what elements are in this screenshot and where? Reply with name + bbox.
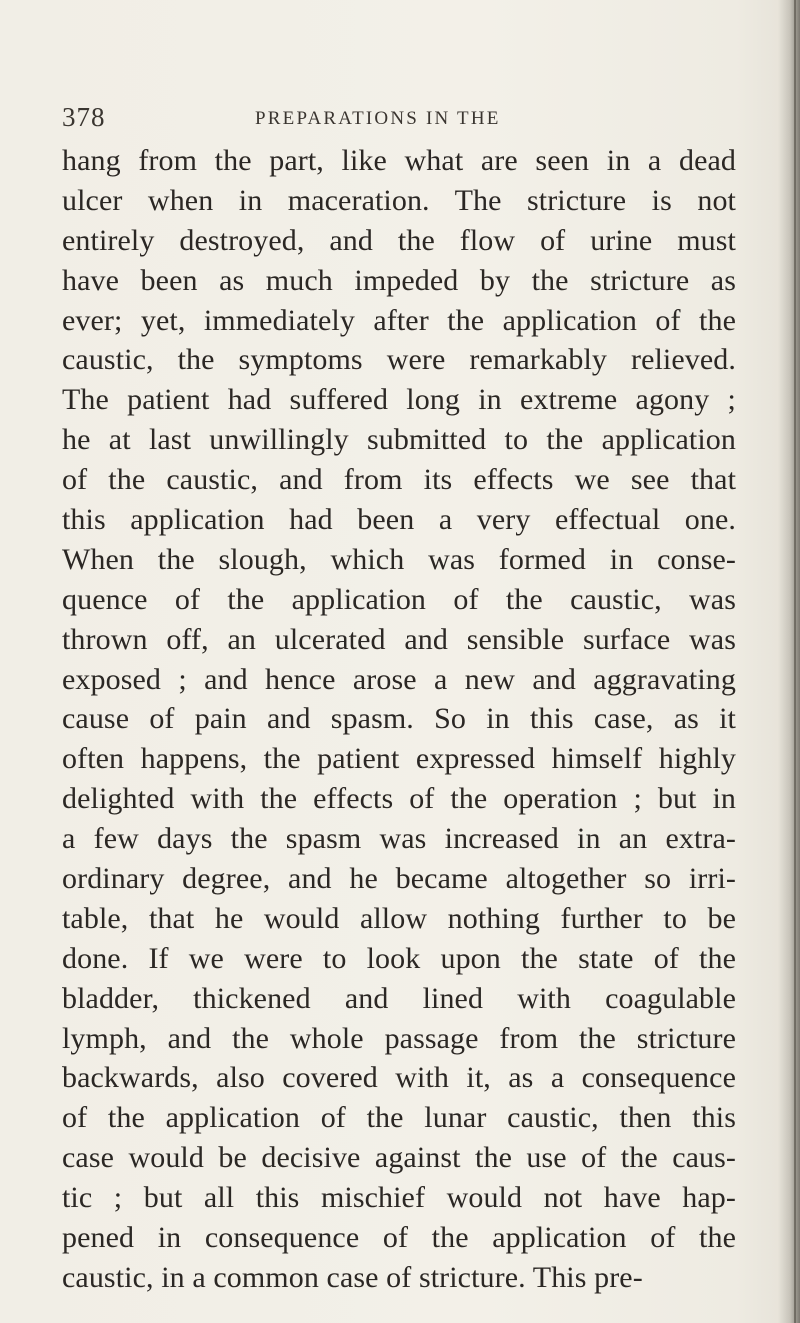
text-line: When the slough, which was formed in conse- (62, 542, 736, 576)
text-line: The patient had suffered long in extreme agony ; (62, 383, 736, 417)
text-line: quence of the application of the caustic, was (62, 582, 736, 616)
text-line: tic ; but all this mischief would not have hap- (62, 1181, 736, 1215)
text-line: often happens, the patient expressed himself highly (62, 742, 736, 776)
text-line: table, that he would allow nothing further to be (62, 901, 736, 935)
text-line: ever; yet, immediately after the application of the (62, 303, 736, 337)
text-line: hang from the part, like what are seen in a dead (62, 144, 736, 177)
running-head-title: PREPARATIONS IN THE (255, 108, 501, 129)
text-line: delighted with the effects of the operation ; but in (62, 782, 736, 816)
text-line: backwards, also covered with it, as a consequence (62, 1061, 736, 1095)
running-header (62, 102, 762, 142)
text-line: exposed ; and hence arose a new and aggravating (62, 662, 736, 696)
text-line: have been as much impeded by the stricture as (62, 263, 736, 297)
body-text (62, 141, 736, 1298)
text-line: of the caustic, and from its effects we see that (62, 463, 736, 497)
text-line: of the application of the lunar caustic, then this (62, 1101, 736, 1135)
text-line: thrown off, an ulcerated and sensible surface was (62, 622, 736, 656)
text-line: entirely destroyed, and the flow of urine must (62, 223, 736, 257)
text-line: he at last unwillingly submitted to the application (62, 423, 736, 457)
text-line: bladder, thickened and lined with coagulable (62, 981, 736, 1015)
text-line: a few days the spasm was increased in an extra- (62, 822, 736, 856)
page-number: 378 (62, 102, 106, 132)
text-line: caustic, in a common case of stricture. This pre- (62, 1260, 643, 1294)
text-line: this application had been a very effectual one. (62, 503, 736, 537)
text-line: caustic, the symptoms were remarkably relieved. (62, 343, 736, 377)
text-line: ulcer when in maceration. The stricture is not (62, 183, 736, 217)
text-line: ordinary degree, and he became altogether so irri- (62, 862, 736, 896)
text-line: case would be decisive against the use of the caus- (62, 1141, 736, 1175)
text-line: pened in consequence of the application of the (62, 1221, 736, 1255)
text-line: lymph, and the whole passage from the stricture (62, 1021, 736, 1055)
page-gutter-edge (794, 0, 796, 1323)
page-gutter-shadow (778, 0, 800, 1323)
text-line: cause of pain and spasm. So in this case, as it (62, 702, 736, 736)
text-line: done. If we were to look upon the state of the (62, 941, 736, 975)
